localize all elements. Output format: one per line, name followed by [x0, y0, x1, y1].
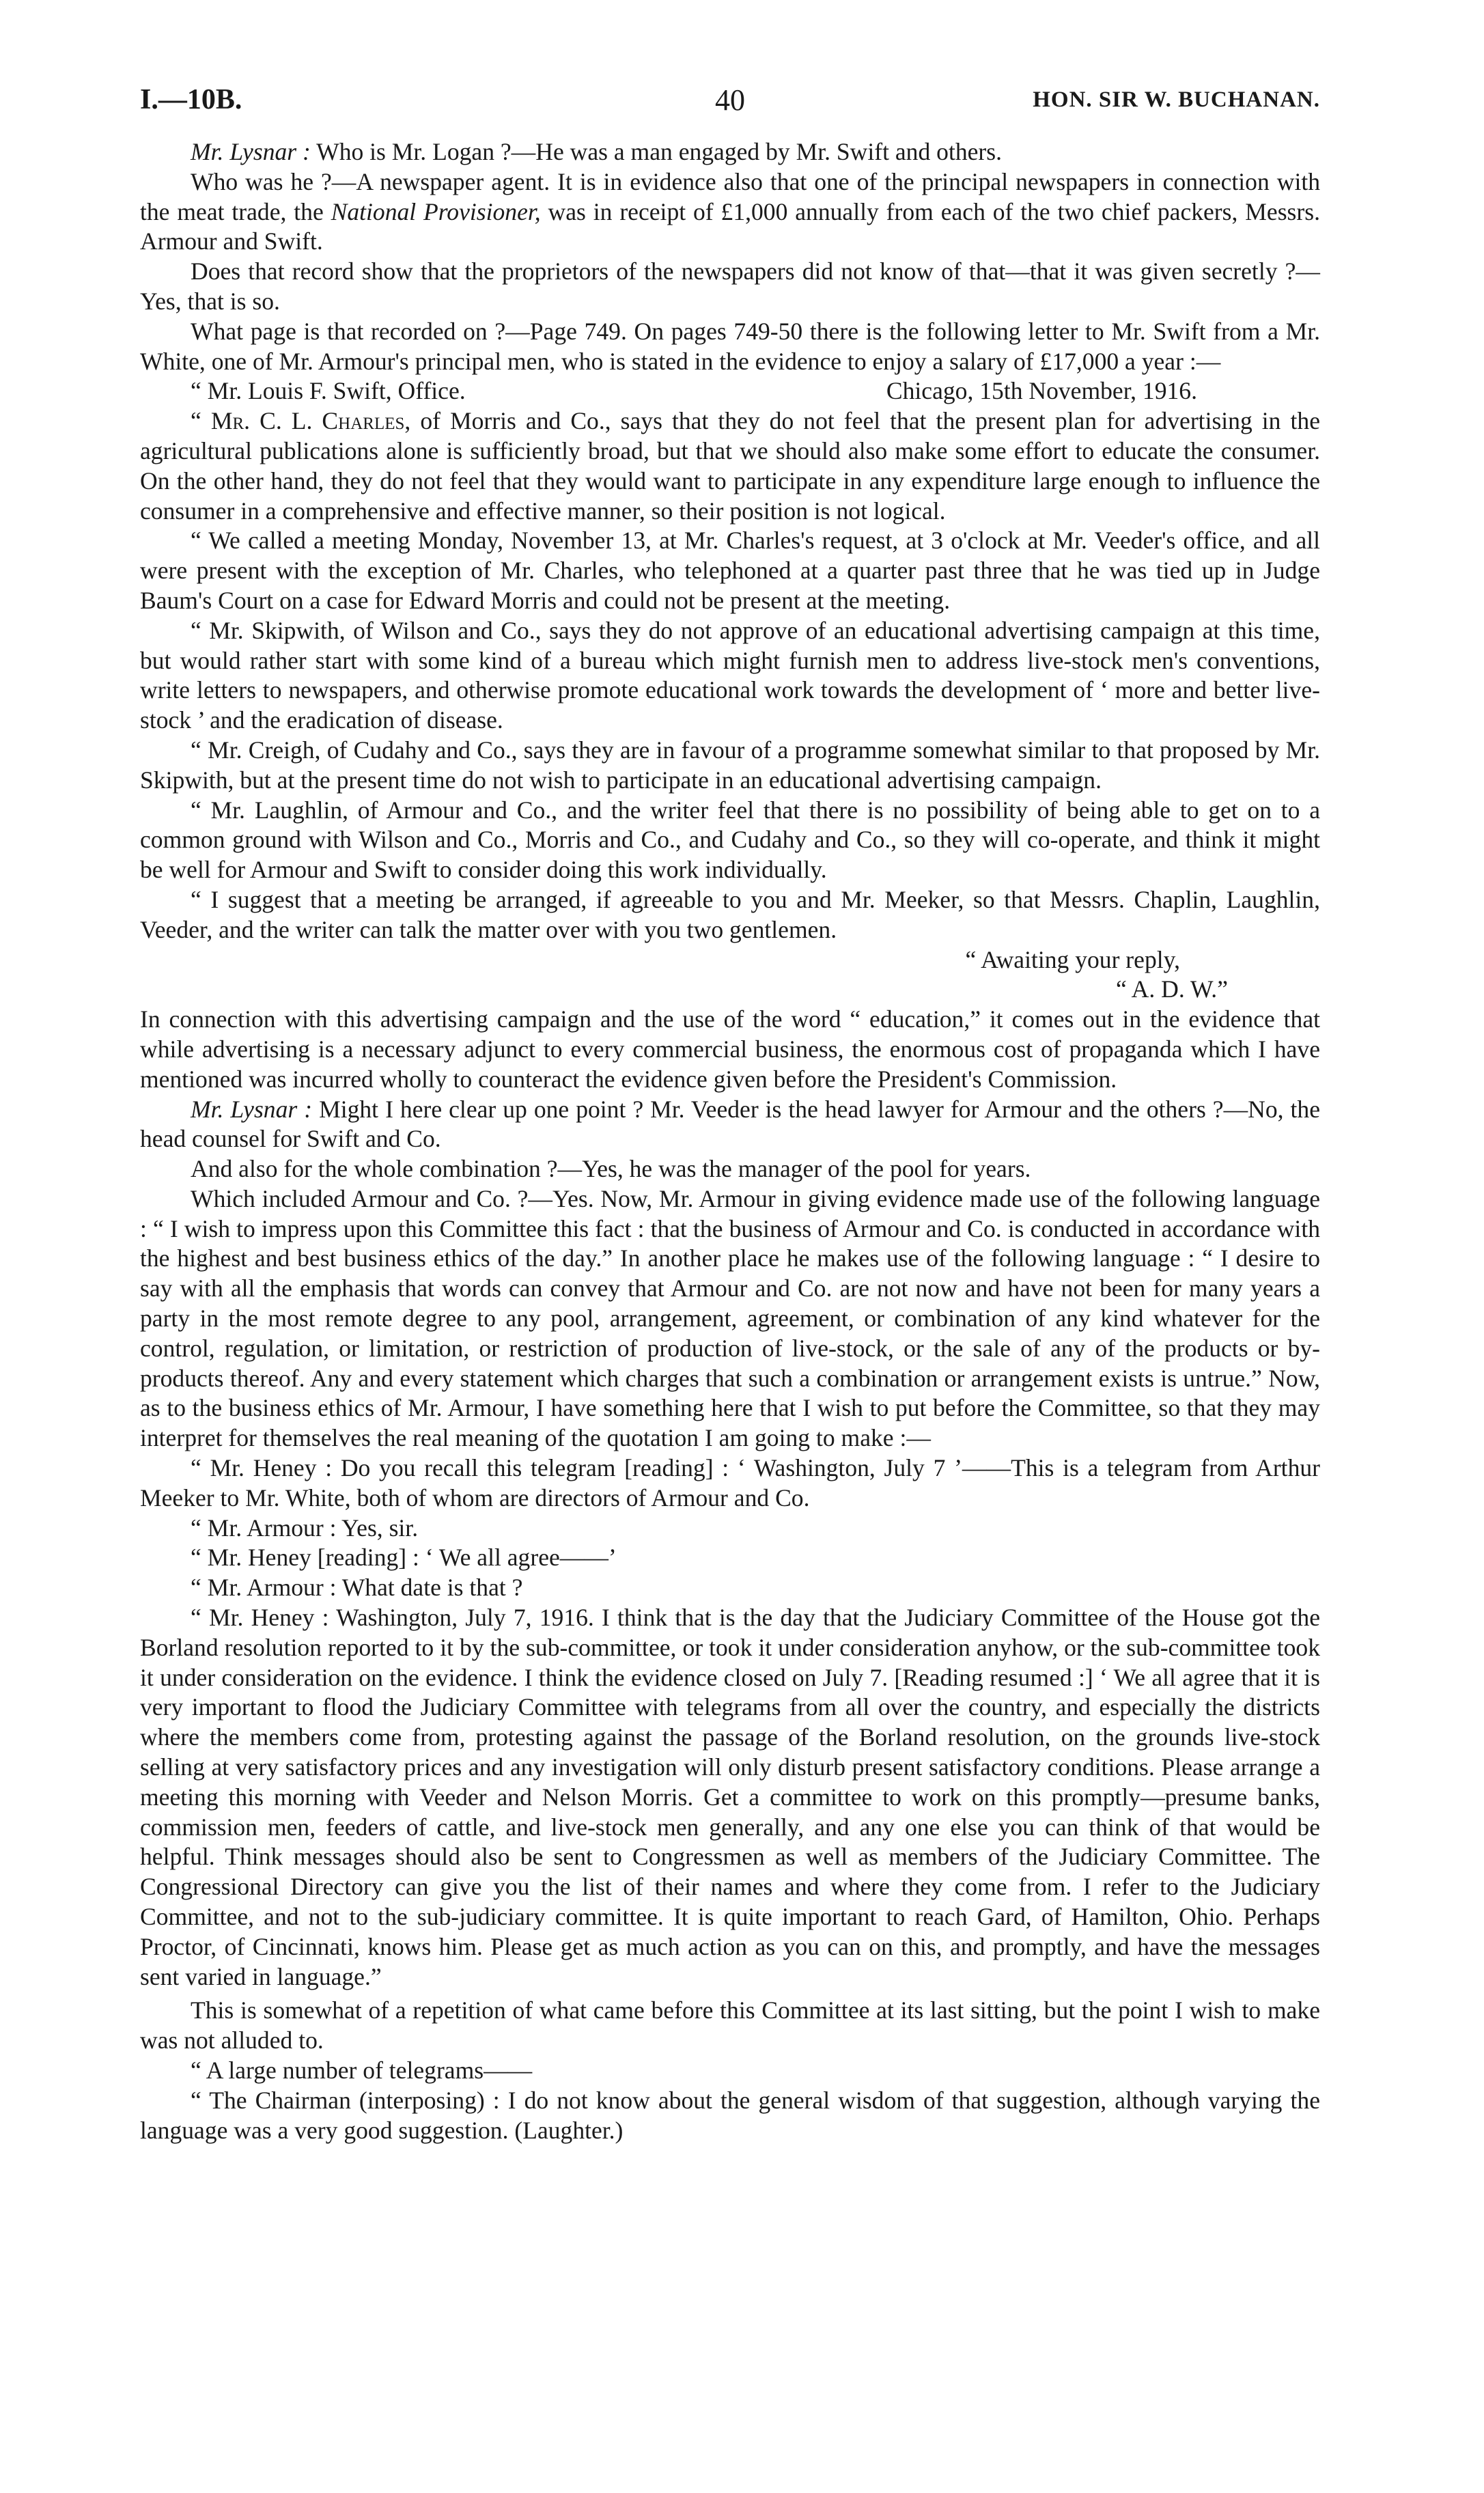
paragraph-text: Who is Mr. Logan ?—He was a man engaged by Mr. Swift and others.: [310, 138, 1002, 165]
quoted-transcript: “ A large number of telegrams——: [191, 2057, 533, 2084]
letter-heading: [140, 376, 1320, 406]
page-number: 40: [715, 83, 745, 117]
letter-addressee: “ Mr. Louis F. Swift, Office.: [191, 377, 466, 405]
paragraph-text: , of Morris and Co., says that they do not feel that the present plan for advertising in the agricultural publications alone is sufficiently broad, but that we should also make some effort to educate the consumer. On the other hand, they do not feel that they would want to participate in any expenditure large enough to influence the consumer in a comprehensive and effective manner, so their position is not logical.: [140, 407, 1320, 525]
paragraph: And also for the whole combination ?—Yes, he was the manager of the pool for years.: [191, 1155, 1031, 1183]
publication-title: National Provisioner,: [331, 197, 541, 225]
quoted-transcript: “ Mr. Heney : Washington, July 7, 1916. I think that is the day that the Judiciary Committee of the House got the Borland resolution reported to it by the sub-committee, or took it under consideration anyhow, or the sub-committee took it under consideration on the evidence. I think the evidence closed on July 7. [Reading resumed :] ‘ We all agree that it is very important to flood the Judiciary Committee with telegrams from all over the country, and especially the districts where the members come from, protesting against the passage of the Borland resolution, on the grounds live-stock selling at very satisfactory prices and any investigation will only disturb present satisfactory conditions. Please arrange a meeting this morning with Veeder and Nelson Morris. Get a committee to work on this promptly—presume banks, commission men, feeders of cattle, and live-stock men generally, and any one else you can think of that would be helpful. Think messages should also be sent to Congressmen as well as members of the Judiciary Committee. The Congressional Directory can give you the list of their names and where they come from. I refer to the Judiciary Committee, and not to the sub-judiciary committee. It is quite important to reach Gard, of Hamilton, Ohio. Perhaps Proctor, of Cincinnati, knows him. Please get as much action as you can on this, and promptly, and have the messages sent varied in language.”: [140, 1604, 1320, 1990]
paragraph: [140, 1095, 1320, 1155]
speaker-name: Mr. Lysnar :: [191, 138, 311, 165]
paragraph: [140, 167, 1320, 257]
paragraph: In connection with this advertising campaign and the use of the word “ education,” it comes out in the evidence that while advertising is a necessary adjunct to every commercial business, the enormous cost of propaganda which I have mentioned was incurred wholly to counteract the evidence given before the President's Commission.: [140, 1005, 1320, 1093]
paragraph-text: was in receipt of £1,000 annually from each of the two chief packers, Messrs. Armour and Swift.: [140, 197, 1320, 255]
paragraph: This is somewhat of a repetition of what came before this Committee at its last sitting, but the point I wish to make was not alluded to.: [140, 1996, 1320, 2055]
quoted-transcript: “ Mr. Heney : Do you recall this telegram [reading] : ‘ Washington, July 7 ’——This is a telegram from Arthur Meeker to Mr. White, both of whom are directors of Armour and Co.: [140, 1454, 1320, 1512]
letter-closing: “ Awaiting your reply,: [965, 945, 1180, 973]
paragraph: What page is that recorded on ?—Page 749. On pages 749-50 there is the following letter to Mr. Swift from a Mr. White, one of Mr. Armour's principal men, who is stated in the evidence to enjoy a salary of £17,000 a year :—: [140, 317, 1320, 375]
paragraph-text: Who was he ?—A newspaper agent. It is in evidence also that one of the principal newspapers in connection with the meat trade, the: [140, 167, 1320, 225]
speaker-heading: HON. SIR W. BUCHANAN.: [1033, 87, 1320, 112]
paragraph: Which included Armour and Co. ?—Yes. Now, Mr. Armour in giving evidence made use of the following language : “ I wish to impress upon this Committee this fact : that the business of Armour and Co. is conducted in accordance with the highest and best business ethics of the day.” In another place he makes use of the following language : “ I desire to say with all the emphasis that words can convey that Armour and Co. are not now and have not been for many years a party in the most remote degree to any pool, arrangement, agreement, or combination of any kind whatever for the control, regulation, or limitation, or restriction of production of live-stock, or the sale of any of the products or by-products thereof. Any and every statement which charges that such a combination or arrangement exists is untrue.” Now, as to the business ethics of Mr. Armour, I have something here that I wish to put before the Committee, so that they may interpret for themselves the real meaning of the quotation I am going to make :—: [140, 1184, 1320, 1452]
letter-paragraph: “ I suggest that a meeting be arranged, if agreeable to you and Mr. Meeker, so that Messrs. Chaplin, Laughlin, Veeder, and the writer can talk the matter over with you two gentlemen.: [140, 885, 1320, 943]
paragraph: [140, 137, 1320, 167]
letter-paragraph: “ Mr. Skipwith, of Wilson and Co., says they do not approve of an educational advertising campaign at this time, but would rather start with some kind of a bureau which might furnish men to address live-stock men's conventions, write letters to newspapers, and otherwise promote educational work towards the development of ‘ more and better live-stock ’ and the eradication of disease.: [140, 616, 1320, 734]
quoted-transcript: “ Mr. Armour : What date is that ?: [191, 1574, 523, 1602]
quoted-transcript: “ Mr. Armour : Yes, sir.: [191, 1514, 419, 1542]
letter-paragraph: “ We called a meeting Monday, November 13, at Mr. Charles's request, at 3 o'clock at Mr. Veeder's office, and all were present with the exception of Mr. Charles, who telephoned at a quarter past three that he was tied up in Judge Baum's Court on a case for Edward Morris and could not be present at the meeting.: [140, 527, 1320, 614]
quoted-transcript: “ The Chairman (interposing) : I do not know about the general wisdom of that suggestion, although varying the language was a very good suggestion. (Laughter.): [140, 2086, 1320, 2144]
paragraph-text: Might I here clear up one point ? Mr. Veeder is the head lawyer for Armour and the others ?—No, the head counsel for Swift and Co.: [140, 1095, 1321, 1153]
document-reference: I.—10B.: [140, 84, 242, 115]
speaker-name: Mr. Lysnar :: [191, 1095, 313, 1123]
letter-signature: “ A. D. W.”: [1115, 975, 1228, 1003]
quote-mark: “: [191, 407, 211, 435]
letter-paragraph: “ Mr. Laughlin, of Armour and Co., and the writer feel that there is no possibility of being able to get on to a common ground with Wilson and Co., Morris and Co., and Cudahy and Co., so they will co-operate, and think it might be well for Armour and Swift to consider doing this work individually.: [140, 796, 1320, 884]
letter-place-date: Chicago, 15th November, 1916.: [886, 377, 1197, 405]
letter-paragraph: “ Mr. Creigh, of Cudahy and Co., says they are in favour of a programme somewhat similar to that proposed by Mr. Skipwith, but at the present time do not wish to participate in an educational advertising campaign.: [140, 736, 1320, 794]
quoted-transcript: “ Mr. Heney [reading] : ‘ We all agree——’: [191, 1544, 617, 1572]
letter-paragraph: [140, 406, 1320, 526]
paragraph: Does that record show that the proprietors of the newspapers did not know of that—that it was given secretly ?—Yes, that is so.: [140, 257, 1320, 315]
page-header: [140, 85, 1320, 133]
person-name: Mr. C. L. Charles: [210, 407, 405, 435]
